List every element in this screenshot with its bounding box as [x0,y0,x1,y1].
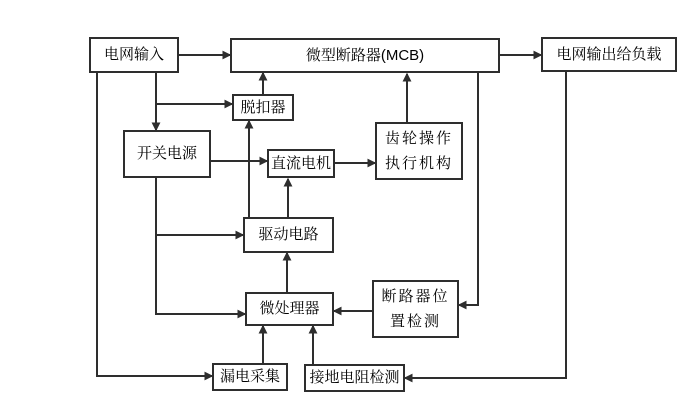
node-drive-circuit [243,217,334,253]
node-breaker-position-line2: 置检测 [389,313,441,330]
node-microprocessor-label: 微处理器 [259,300,320,317]
node-ground-resistance [304,364,405,392]
node-trip-unit [232,94,294,121]
node-leakage-collection-label: 漏电采集 [219,368,280,385]
node-gear-actuator [375,122,463,180]
node-breaker-position [372,280,459,338]
node-grid-output-label: 电网输出给负载 [556,45,662,63]
edge-grid-input-to-leakage [97,72,212,376]
node-trip-unit-label: 脱扣器 [240,98,286,116]
node-switching-power-label: 开关电源 [136,145,197,162]
node-grid-output [541,37,677,72]
node-dc-motor [267,149,335,178]
node-gear-actuator-line1: 齿轮操作 [384,130,453,147]
node-leakage-collection [212,363,288,391]
node-breaker-position-line1: 断路器位 [381,288,450,305]
node-microprocessor [245,292,334,326]
node-switching-power [123,130,211,178]
edge-mcb-to-breaker-position [459,73,478,305]
node-mcb-label: 微型断路器(MCB) [305,46,425,64]
edge-switching-power-to-microprocessor [156,178,245,314]
node-grid-input [89,37,179,73]
node-grid-input-label: 电网输入 [103,46,164,63]
node-dc-motor-label: 直流电机 [270,154,331,172]
node-gear-actuator-line2: 执行机构 [384,155,453,172]
node-ground-resistance-label: 接地电阻检测 [309,369,400,386]
node-drive-circuit-label: 驱动电路 [258,226,319,243]
node-mcb [230,38,500,73]
